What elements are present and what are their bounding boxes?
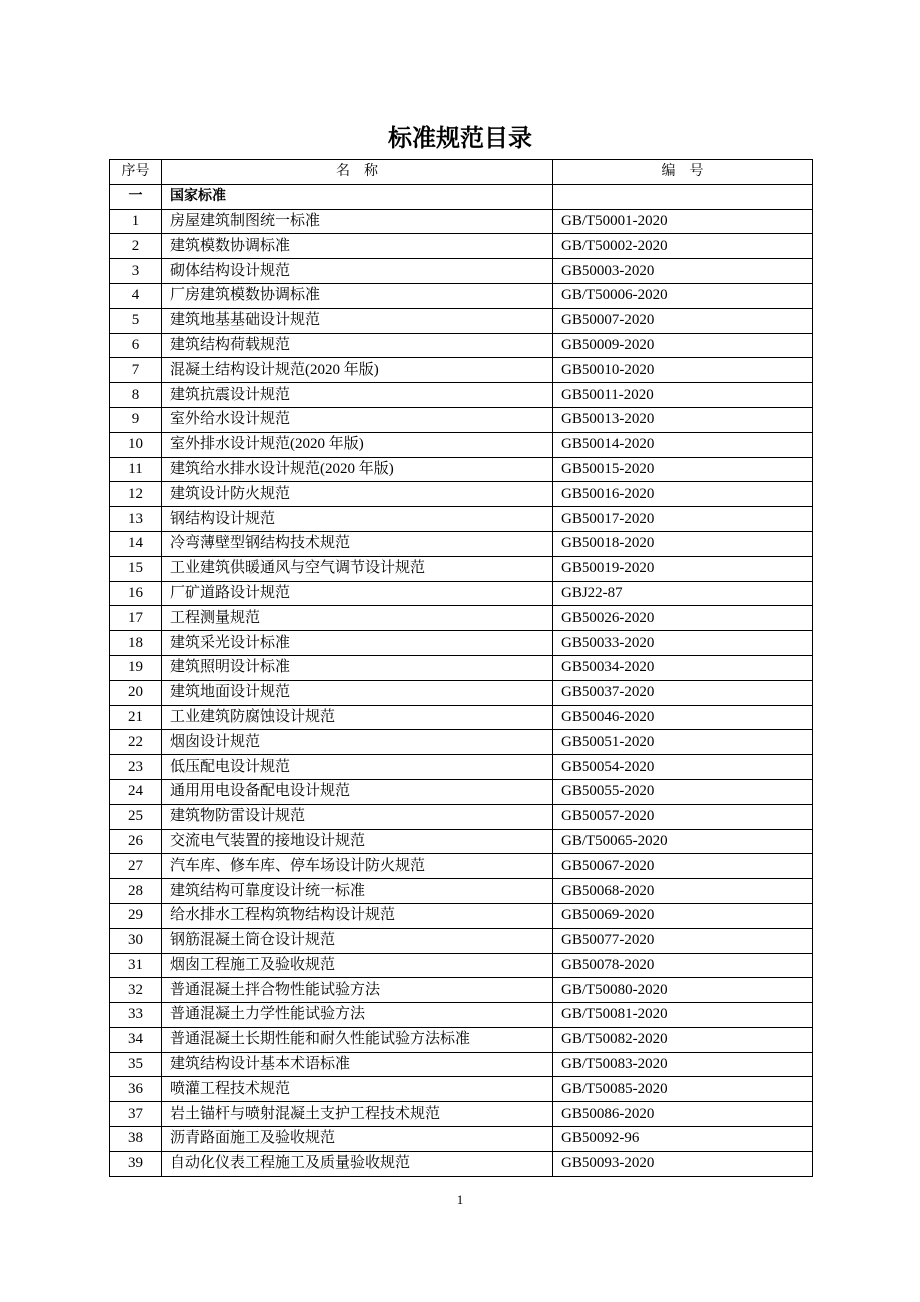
row-name: 普通混凝土力学性能试验方法	[162, 1003, 553, 1028]
row-name: 汽车库、修车库、停车场设计防火规范	[162, 854, 553, 879]
row-name: 建筑结构可靠度设计统一标准	[162, 879, 553, 904]
row-seq: 17	[110, 606, 162, 631]
table-row	[110, 730, 813, 755]
row-seq: 31	[110, 953, 162, 978]
table-row	[110, 829, 813, 854]
table-row	[110, 209, 813, 234]
row-name: 厂矿道路设计规范	[162, 581, 553, 606]
section-seq: 一	[110, 184, 162, 209]
table-row	[110, 779, 813, 804]
row-code: GB50011-2020	[553, 383, 813, 408]
row-code: GB50009-2020	[553, 333, 813, 358]
row-name: 砌体结构设计规范	[162, 259, 553, 284]
table-row	[110, 507, 813, 532]
section-name: 国家标准	[162, 184, 553, 209]
page-number: 1	[456, 1192, 464, 1207]
row-seq: 5	[110, 308, 162, 333]
row-name: 建筑设计防火规范	[162, 482, 553, 507]
table-row	[110, 804, 813, 829]
table-row	[110, 407, 813, 432]
row-name: 室外排水设计规范(2020 年版)	[162, 432, 553, 457]
row-seq: 32	[110, 978, 162, 1003]
row-seq: 1	[110, 209, 162, 234]
row-name: 普通混凝土拌合物性能试验方法	[162, 978, 553, 1003]
row-code: GB50055-2020	[553, 779, 813, 804]
row-name: 建筑物防雷设计规范	[162, 804, 553, 829]
row-seq: 34	[110, 1027, 162, 1052]
row-seq: 27	[110, 854, 162, 879]
row-name: 工业建筑防腐蚀设计规范	[162, 705, 553, 730]
table-row	[110, 531, 813, 556]
row-code: GB50077-2020	[553, 928, 813, 953]
row-name: 建筑地基基础设计规范	[162, 308, 553, 333]
table-row	[110, 1052, 813, 1077]
row-name: 烟囱工程施工及验收规范	[162, 953, 553, 978]
row-code: GB/T50081-2020	[553, 1003, 813, 1028]
row-code: GB/T50082-2020	[553, 1027, 813, 1052]
row-name: 工业建筑供暖通风与空气调节设计规范	[162, 556, 553, 581]
row-seq: 26	[110, 829, 162, 854]
row-name: 自动化仪表工程施工及质量验收规范	[162, 1151, 553, 1176]
row-seq: 9	[110, 407, 162, 432]
row-code: GB50086-2020	[553, 1102, 813, 1127]
row-seq: 25	[110, 804, 162, 829]
table-header-row	[110, 160, 813, 185]
row-seq: 21	[110, 705, 162, 730]
table-row	[110, 482, 813, 507]
table-row	[110, 234, 813, 259]
row-name: 建筑抗震设计规范	[162, 383, 553, 408]
row-name: 建筑结构设计基本术语标准	[162, 1052, 553, 1077]
table-row	[110, 333, 813, 358]
row-seq: 2	[110, 234, 162, 259]
row-seq: 6	[110, 333, 162, 358]
row-name: 建筑给水排水设计规范(2020 年版)	[162, 457, 553, 482]
section-row	[110, 184, 813, 209]
row-name: 交流电气装置的接地设计规范	[162, 829, 553, 854]
row-code: GB50016-2020	[553, 482, 813, 507]
standards-table	[109, 159, 813, 1177]
table-row	[110, 680, 813, 705]
row-code: GB50069-2020	[553, 903, 813, 928]
row-seq: 37	[110, 1102, 162, 1127]
table-row	[110, 953, 813, 978]
row-seq: 3	[110, 259, 162, 284]
table-row	[110, 1003, 813, 1028]
row-code: GB50034-2020	[553, 655, 813, 680]
row-seq: 35	[110, 1052, 162, 1077]
row-name: 岩土锚杆与喷射混凝土支护工程技术规范	[162, 1102, 553, 1127]
row-code: GB50046-2020	[553, 705, 813, 730]
row-name: 冷弯薄壁型钢结构技术规范	[162, 531, 553, 556]
row-code: GB/T50083-2020	[553, 1052, 813, 1077]
row-name: 烟囱设计规范	[162, 730, 553, 755]
row-seq: 33	[110, 1003, 162, 1028]
row-seq: 30	[110, 928, 162, 953]
row-name: 喷灌工程技术规范	[162, 1077, 553, 1102]
row-seq: 22	[110, 730, 162, 755]
row-seq: 4	[110, 283, 162, 308]
row-seq: 18	[110, 631, 162, 656]
row-code: GB50051-2020	[553, 730, 813, 755]
standards-table-body	[110, 160, 813, 1177]
row-name: 房屋建筑制图统一标准	[162, 209, 553, 234]
table-row	[110, 854, 813, 879]
row-name: 建筑照明设计标准	[162, 655, 553, 680]
row-seq: 16	[110, 581, 162, 606]
row-name: 普通混凝土长期性能和耐久性能试验方法标准	[162, 1027, 553, 1052]
table-row	[110, 606, 813, 631]
row-code: GB50010-2020	[553, 358, 813, 383]
row-name: 钢结构设计规范	[162, 507, 553, 532]
table-row	[110, 755, 813, 780]
row-name: 给水排水工程构筑物结构设计规范	[162, 903, 553, 928]
header-code: 编 号	[553, 160, 813, 185]
row-code: GB50019-2020	[553, 556, 813, 581]
row-code: GB/T50085-2020	[553, 1077, 813, 1102]
table-row	[110, 928, 813, 953]
section-code	[553, 184, 813, 209]
row-seq: 36	[110, 1077, 162, 1102]
row-name: 厂房建筑模数协调标准	[162, 283, 553, 308]
page-title: 标准规范目录	[388, 123, 532, 152]
row-code: GB50013-2020	[553, 407, 813, 432]
row-name: 混凝土结构设计规范(2020 年版)	[162, 358, 553, 383]
row-seq: 23	[110, 755, 162, 780]
row-seq: 29	[110, 903, 162, 928]
row-code: GBJ22-87	[553, 581, 813, 606]
table-row	[110, 383, 813, 408]
row-name: 通用用电设备配电设计规范	[162, 779, 553, 804]
row-seq: 10	[110, 432, 162, 457]
header-seq: 序号	[110, 160, 162, 185]
row-name: 钢筋混凝土筒仓设计规范	[162, 928, 553, 953]
table-row	[110, 283, 813, 308]
row-code: GB50018-2020	[553, 531, 813, 556]
row-name: 低压配电设计规范	[162, 755, 553, 780]
table-row	[110, 1027, 813, 1052]
row-seq: 8	[110, 383, 162, 408]
row-code: GB50014-2020	[553, 432, 813, 457]
row-name: 工程测量规范	[162, 606, 553, 631]
row-seq: 12	[110, 482, 162, 507]
row-code: GB50054-2020	[553, 755, 813, 780]
table-row	[110, 457, 813, 482]
row-code: GB50017-2020	[553, 507, 813, 532]
table-row	[110, 1127, 813, 1152]
table-row	[110, 1077, 813, 1102]
row-code: GB50015-2020	[553, 457, 813, 482]
row-code: GB50078-2020	[553, 953, 813, 978]
table-row	[110, 705, 813, 730]
table-row	[110, 631, 813, 656]
row-seq: 15	[110, 556, 162, 581]
row-seq: 7	[110, 358, 162, 383]
row-seq: 28	[110, 879, 162, 904]
table-row	[110, 308, 813, 333]
row-code: GB50007-2020	[553, 308, 813, 333]
row-code: GB50092-96	[553, 1127, 813, 1152]
row-code: GB50068-2020	[553, 879, 813, 904]
table-row	[110, 903, 813, 928]
row-name: 建筑结构荷载规范	[162, 333, 553, 358]
table-row	[110, 1151, 813, 1176]
table-row	[110, 1102, 813, 1127]
row-seq: 39	[110, 1151, 162, 1176]
row-code: GB/T50002-2020	[553, 234, 813, 259]
row-code: GB50003-2020	[553, 259, 813, 284]
row-code: GB/T50001-2020	[553, 209, 813, 234]
table-row	[110, 432, 813, 457]
table-row	[110, 978, 813, 1003]
header-name: 名 称	[162, 160, 553, 185]
row-code: GB50026-2020	[553, 606, 813, 631]
row-code: GB50067-2020	[553, 854, 813, 879]
row-name: 沥青路面施工及验收规范	[162, 1127, 553, 1152]
table-row	[110, 581, 813, 606]
row-code: GB50037-2020	[553, 680, 813, 705]
row-seq: 11	[110, 457, 162, 482]
table-row	[110, 259, 813, 284]
row-code: GB50057-2020	[553, 804, 813, 829]
row-code: GB/T50080-2020	[553, 978, 813, 1003]
row-code: GB/T50006-2020	[553, 283, 813, 308]
row-seq: 13	[110, 507, 162, 532]
table-row	[110, 879, 813, 904]
table-row	[110, 358, 813, 383]
row-name: 建筑地面设计规范	[162, 680, 553, 705]
row-seq: 20	[110, 680, 162, 705]
table-row	[110, 655, 813, 680]
row-seq: 24	[110, 779, 162, 804]
row-code: GB50033-2020	[553, 631, 813, 656]
row-seq: 19	[110, 655, 162, 680]
row-name: 建筑采光设计标准	[162, 631, 553, 656]
row-code: GB/T50065-2020	[553, 829, 813, 854]
row-name: 室外给水设计规范	[162, 407, 553, 432]
row-name: 建筑模数协调标准	[162, 234, 553, 259]
row-code: GB50093-2020	[553, 1151, 813, 1176]
row-seq: 38	[110, 1127, 162, 1152]
row-seq: 14	[110, 531, 162, 556]
table-row	[110, 556, 813, 581]
